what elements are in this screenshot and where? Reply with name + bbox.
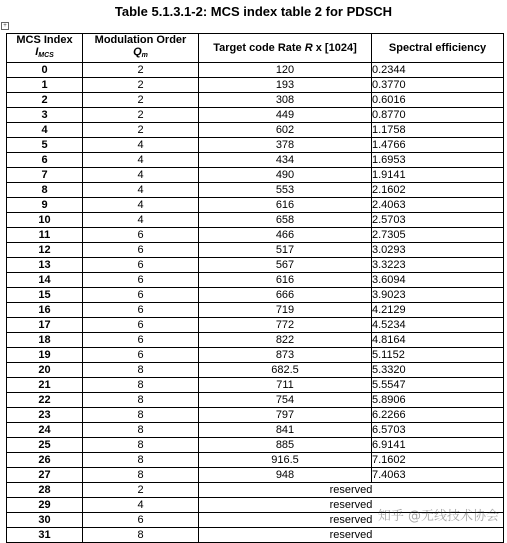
table-row bbox=[7, 288, 504, 303]
header-mcs-index-label: MCS Index bbox=[16, 34, 73, 46]
cell-target-code-rate: 517 bbox=[199, 243, 372, 258]
cell-target-code-rate: 948 bbox=[199, 468, 372, 483]
cell-modulation-order: 2 bbox=[83, 63, 199, 78]
cell-spectral-efficiency: 1.9141 bbox=[372, 168, 504, 183]
cell-modulation-order: 8 bbox=[83, 408, 199, 423]
table-row bbox=[7, 183, 504, 198]
table-row bbox=[7, 123, 504, 138]
header-mcs-index bbox=[7, 34, 83, 63]
cell-target-code-rate: 193 bbox=[199, 78, 372, 93]
cell-mcs-index: 14 bbox=[7, 273, 83, 288]
cell-target-code-rate: 434 bbox=[199, 153, 372, 168]
cell-mcs-index: 0 bbox=[7, 63, 83, 78]
cell-reserved: reserved bbox=[199, 498, 504, 513]
cell-spectral-efficiency: 3.6094 bbox=[372, 273, 504, 288]
table-row bbox=[7, 198, 504, 213]
table-row bbox=[7, 393, 504, 408]
cell-spectral-efficiency: 0.2344 bbox=[372, 63, 504, 78]
table-anchor-icon: + bbox=[1, 22, 9, 30]
cell-target-code-rate: 885 bbox=[199, 438, 372, 453]
cell-mcs-index: 22 bbox=[7, 393, 83, 408]
cell-mcs-index: 10 bbox=[7, 213, 83, 228]
cell-modulation-order: 4 bbox=[83, 168, 199, 183]
cell-mcs-index: 28 bbox=[7, 483, 83, 498]
table-row bbox=[7, 273, 504, 288]
cell-spectral-efficiency: 7.1602 bbox=[372, 453, 504, 468]
cell-reserved: reserved bbox=[199, 513, 504, 528]
header-mcs-index-symbol: $I_{MCS}$ bbox=[35, 46, 54, 59]
cell-modulation-order: 4 bbox=[83, 138, 199, 153]
header-spectral-efficiency: Spectral efficiency bbox=[372, 34, 504, 63]
cell-modulation-order: 8 bbox=[83, 423, 199, 438]
table-row bbox=[7, 258, 504, 273]
cell-target-code-rate: 308 bbox=[199, 93, 372, 108]
cell-spectral-efficiency: 5.5547 bbox=[372, 378, 504, 393]
cell-modulation-order: 8 bbox=[83, 363, 199, 378]
cell-modulation-order: 6 bbox=[83, 273, 199, 288]
table-row bbox=[7, 468, 504, 483]
cell-modulation-order: 8 bbox=[83, 528, 199, 543]
cell-spectral-efficiency: 6.9141 bbox=[372, 438, 504, 453]
cell-mcs-index: 29 bbox=[7, 498, 83, 513]
table-row bbox=[7, 228, 504, 243]
cell-modulation-order: 2 bbox=[83, 123, 199, 138]
cell-target-code-rate: 719 bbox=[199, 303, 372, 318]
cell-modulation-order: 6 bbox=[83, 258, 199, 273]
cell-target-code-rate: 567 bbox=[199, 258, 372, 273]
table-row bbox=[7, 153, 504, 168]
cell-spectral-efficiency: 5.1152 bbox=[372, 348, 504, 363]
table-row-reserved bbox=[7, 528, 504, 543]
cell-spectral-efficiency: 4.8164 bbox=[372, 333, 504, 348]
table-row bbox=[7, 63, 504, 78]
cell-mcs-index: 11 bbox=[7, 228, 83, 243]
table-row bbox=[7, 108, 504, 123]
cell-mcs-index: 23 bbox=[7, 408, 83, 423]
cell-spectral-efficiency: 5.3320 bbox=[372, 363, 504, 378]
cell-modulation-order: 2 bbox=[83, 483, 199, 498]
cell-modulation-order: 4 bbox=[83, 198, 199, 213]
mcs-index-table bbox=[6, 33, 504, 543]
cell-mcs-index: 13 bbox=[7, 258, 83, 273]
cell-spectral-efficiency: 0.8770 bbox=[372, 108, 504, 123]
table-row bbox=[7, 213, 504, 228]
cell-modulation-order: 6 bbox=[83, 288, 199, 303]
cell-target-code-rate: 841 bbox=[199, 423, 372, 438]
cell-mcs-index: 7 bbox=[7, 168, 83, 183]
cell-modulation-order: 4 bbox=[83, 183, 199, 198]
header-modulation-order bbox=[83, 34, 199, 63]
cell-mcs-index: 19 bbox=[7, 348, 83, 363]
header-modulation-symbol: $Q_m$ bbox=[133, 46, 148, 59]
cell-mcs-index: 25 bbox=[7, 438, 83, 453]
cell-spectral-efficiency: 2.7305 bbox=[372, 228, 504, 243]
cell-reserved: reserved bbox=[199, 483, 504, 498]
cell-spectral-efficiency: 2.5703 bbox=[372, 213, 504, 228]
cell-target-code-rate: 916.5 bbox=[199, 453, 372, 468]
cell-mcs-index: 8 bbox=[7, 183, 83, 198]
cell-spectral-efficiency: 3.0293 bbox=[372, 243, 504, 258]
cell-spectral-efficiency: 2.4063 bbox=[372, 198, 504, 213]
header-modulation-order-label: Modulation Order bbox=[94, 34, 187, 46]
cell-mcs-index: 15 bbox=[7, 288, 83, 303]
cell-spectral-efficiency: 5.8906 bbox=[372, 393, 504, 408]
cell-modulation-order: 6 bbox=[83, 318, 199, 333]
table-row bbox=[7, 318, 504, 333]
header-target-code-rate: Target code Rate R x [1024] bbox=[199, 34, 372, 63]
cell-mcs-index: 6 bbox=[7, 153, 83, 168]
table-header-row bbox=[7, 34, 504, 63]
cell-modulation-order: 6 bbox=[83, 228, 199, 243]
cell-mcs-index: 12 bbox=[7, 243, 83, 258]
cell-modulation-order: 2 bbox=[83, 108, 199, 123]
table-row bbox=[7, 303, 504, 318]
table-row bbox=[7, 453, 504, 468]
cell-target-code-rate: 754 bbox=[199, 393, 372, 408]
cell-modulation-order: 8 bbox=[83, 393, 199, 408]
table-row bbox=[7, 243, 504, 258]
cell-modulation-order: 4 bbox=[83, 498, 199, 513]
watermark: 知乎 @无线技术协会 bbox=[377, 509, 499, 524]
cell-mcs-index: 4 bbox=[7, 123, 83, 138]
cell-spectral-efficiency: 2.1602 bbox=[372, 183, 504, 198]
cell-target-code-rate: 772 bbox=[199, 318, 372, 333]
cell-mcs-index: 26 bbox=[7, 453, 83, 468]
cell-spectral-efficiency: 1.6953 bbox=[372, 153, 504, 168]
cell-spectral-efficiency: 7.4063 bbox=[372, 468, 504, 483]
cell-target-code-rate: 466 bbox=[199, 228, 372, 243]
cell-modulation-order: 2 bbox=[83, 78, 199, 93]
cell-mcs-index: 24 bbox=[7, 423, 83, 438]
cell-target-code-rate: 666 bbox=[199, 288, 372, 303]
cell-modulation-order: 2 bbox=[83, 93, 199, 108]
cell-spectral-efficiency: 6.2266 bbox=[372, 408, 504, 423]
cell-spectral-efficiency: 0.3770 bbox=[372, 78, 504, 93]
cell-mcs-index: 18 bbox=[7, 333, 83, 348]
table-title: Table 5.1.3.1-2: MCS index table 2 for PDSCH bbox=[114, 4, 393, 19]
cell-modulation-order: 6 bbox=[83, 513, 199, 528]
cell-target-code-rate: 490 bbox=[199, 168, 372, 183]
cell-target-code-rate: 449 bbox=[199, 108, 372, 123]
cell-target-code-rate: 822 bbox=[199, 333, 372, 348]
cell-modulation-order: 8 bbox=[83, 378, 199, 393]
cell-spectral-efficiency: 4.2129 bbox=[372, 303, 504, 318]
table-row-reserved bbox=[7, 483, 504, 498]
cell-target-code-rate: 711 bbox=[199, 378, 372, 393]
cell-mcs-index: 21 bbox=[7, 378, 83, 393]
table-row bbox=[7, 438, 504, 453]
cell-mcs-index: 17 bbox=[7, 318, 83, 333]
cell-target-code-rate: 873 bbox=[199, 348, 372, 363]
cell-modulation-order: 6 bbox=[83, 348, 199, 363]
cell-mcs-index: 3 bbox=[7, 108, 83, 123]
table-row bbox=[7, 363, 504, 378]
cell-target-code-rate: 616 bbox=[199, 273, 372, 288]
cell-mcs-index: 9 bbox=[7, 198, 83, 213]
table-row bbox=[7, 333, 504, 348]
cell-mcs-index: 31 bbox=[7, 528, 83, 543]
table-row bbox=[7, 408, 504, 423]
cell-target-code-rate: 658 bbox=[199, 213, 372, 228]
cell-spectral-efficiency: 0.6016 bbox=[372, 93, 504, 108]
cell-modulation-order: 4 bbox=[83, 153, 199, 168]
cell-spectral-efficiency: 6.5703 bbox=[372, 423, 504, 438]
cell-modulation-order: 6 bbox=[83, 333, 199, 348]
cell-target-code-rate: 682.5 bbox=[199, 363, 372, 378]
cell-spectral-efficiency: 3.9023 bbox=[372, 288, 504, 303]
table-row bbox=[7, 168, 504, 183]
cell-target-code-rate: 553 bbox=[199, 183, 372, 198]
cell-mcs-index: 20 bbox=[7, 363, 83, 378]
cell-mcs-index: 5 bbox=[7, 138, 83, 153]
cell-modulation-order: 8 bbox=[83, 453, 199, 468]
cell-mcs-index: 30 bbox=[7, 513, 83, 528]
table-row bbox=[7, 78, 504, 93]
cell-modulation-order: 6 bbox=[83, 303, 199, 318]
cell-modulation-order: 4 bbox=[83, 213, 199, 228]
cell-spectral-efficiency: 1.1758 bbox=[372, 123, 504, 138]
table-row bbox=[7, 93, 504, 108]
cell-reserved: reserved bbox=[199, 528, 504, 543]
cell-modulation-order: 8 bbox=[83, 468, 199, 483]
cell-target-code-rate: 616 bbox=[199, 198, 372, 213]
cell-target-code-rate: 602 bbox=[199, 123, 372, 138]
cell-target-code-rate: 120 bbox=[199, 63, 372, 78]
cell-spectral-efficiency: 1.4766 bbox=[372, 138, 504, 153]
cell-modulation-order: 8 bbox=[83, 438, 199, 453]
cell-mcs-index: 16 bbox=[7, 303, 83, 318]
cell-mcs-index: 1 bbox=[7, 78, 83, 93]
cell-mcs-index: 27 bbox=[7, 468, 83, 483]
table-body bbox=[7, 63, 504, 543]
table-row bbox=[7, 423, 504, 438]
cell-target-code-rate: 378 bbox=[199, 138, 372, 153]
cell-modulation-order: 6 bbox=[83, 243, 199, 258]
cell-target-code-rate: 797 bbox=[199, 408, 372, 423]
table-row bbox=[7, 348, 504, 363]
cell-spectral-efficiency: 4.5234 bbox=[372, 318, 504, 333]
cell-mcs-index: 2 bbox=[7, 93, 83, 108]
table-row bbox=[7, 378, 504, 393]
table-row bbox=[7, 138, 504, 153]
cell-spectral-efficiency: 3.3223 bbox=[372, 258, 504, 273]
